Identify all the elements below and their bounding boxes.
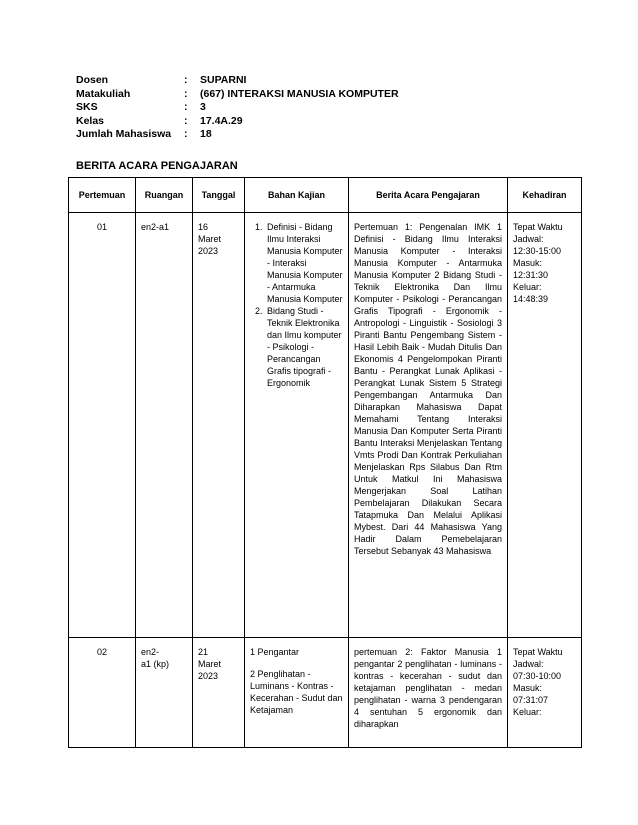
header-row-sks: [76, 101, 399, 115]
header-key: Dosen: [76, 74, 109, 86]
bahan-item: 2. Bidang Studi - Teknik Elektronika dan Ilmu komputer - Psikologi - Perancangan Grafis tipografi - Ergonomik: [265, 305, 343, 389]
bahan-list: [250, 221, 343, 389]
cell-ruangan: en2-a1: [136, 213, 193, 638]
column-header-tanggal: Tanggal: [193, 178, 245, 213]
table-row: [69, 213, 582, 638]
table-header-row: [69, 178, 582, 213]
date-month: Maret: [198, 659, 222, 669]
date-day: 21: [198, 647, 209, 657]
header-key: SKS: [76, 101, 98, 113]
table-row: [69, 638, 582, 748]
header-value: 17.4A.29: [200, 114, 243, 127]
bahan-item: 2 Penglihatan - Luminans - Kontras - Kecerahan - Sudut dan Ketajaman: [250, 669, 343, 715]
room-line: a1 (kp): [141, 659, 170, 669]
cell-berita-acara: Pertemuan 1: Pengenalan IMK 1 Definisi - Bidang Ilmu Interaksi Manusia Komputer - Interaksi Manusia Komputer - Antarmuka Manusia Komputer 2 Bidang Studi - Teknik Elektronika Dan Ilmu Komputer - Psikologi - Perancangan Grafis Tipografi - Ergonomik - Antropologi - Linguistik - Sosiologi 3 Piranti Bantu Pengembang Sistem - Hasil Lebih Baik - Mudah Ditulis Dan Ekonomis 4 Pengelompokan Piranti Bantu - Perangkat Lunak Aplikasi - Perangkat Lunak Sistem 5 Strategi Pengembangan Antarmuka Dan Diharapkan Mahasiswa Dapat Memahami Tentang Interaksi Manusia Dan Komputer Serta Piranti Bantu Interaksi Menjelaskan Tentang Vmts Prodi Dan Kontrak Perkuliahan Menjelaskan Rps Silabus Dan Rtm Untuk Matkul Ini Mahasiswa Mengerjakan Soal Latihan Pembelajaran Dilakukan Secara Tatapmuka Dan Melalui Aplikasi Mybest. Dari 44 Mahasiswa Yang Hadir Dalam Pemebelajaran Tersebut Sebanyak 43 Mahasiswa: [349, 213, 508, 638]
date-year: 2023: [198, 246, 219, 256]
check-in-value: 07:31:07: [513, 695, 549, 705]
cell-bahan-kajian: [245, 213, 349, 638]
teaching-record-table: [68, 177, 582, 748]
header-key: Matakuliah: [76, 87, 131, 100]
check-out-label: Keluar:: [513, 282, 542, 292]
cell-tanggal: [193, 213, 245, 638]
cell-tanggal: [193, 638, 245, 748]
header-value: 3: [200, 101, 206, 113]
cell-ruangan: [136, 638, 193, 748]
cell-bahan-kajian: [245, 638, 349, 748]
header-key: Jumlah Mahasiswa: [76, 128, 172, 140]
column-header-kehadiran: Kehadiran: [508, 178, 582, 213]
document-header: [76, 74, 399, 142]
header-colon: :: [184, 128, 188, 140]
check-out-value: 14:48:39: [513, 294, 549, 304]
column-header-berita-acara: Berita Acara Pengajaran: [349, 178, 508, 213]
check-in-label: Masuk:: [513, 683, 543, 693]
cell-kehadiran: [508, 213, 582, 638]
schedule-label: Jadwal:: [513, 659, 544, 669]
header-colon: :: [184, 101, 188, 113]
header-row-kelas: [76, 115, 399, 129]
attendance-status: Tepat Waktu: [513, 647, 563, 657]
schedule-value: 12:30-15:00: [513, 246, 562, 256]
header-colon: :: [184, 74, 188, 86]
date-year: 2023: [198, 671, 219, 681]
header-value: 18: [200, 128, 212, 140]
cell-pertemuan: 01: [69, 213, 136, 638]
room-line: en2-: [141, 647, 160, 657]
check-in-label: Masuk:: [513, 258, 543, 268]
check-out-label: Keluar:: [513, 707, 542, 717]
date-day: 16: [198, 222, 209, 232]
bahan-item: 1. Definisi - Bidang Ilmu Interaksi Manusia Komputer - Interaksi Manusia Komputer - Antarmuka Manusia Komputer: [265, 221, 343, 305]
date-month: Maret: [198, 234, 222, 244]
column-header-pertemuan: Pertemuan: [69, 178, 136, 213]
attendance-status: Tepat Waktu: [513, 222, 563, 232]
header-row-dosen: [76, 74, 399, 88]
header-row-matakuliah: [76, 88, 399, 102]
header-value: SUPARNI: [200, 74, 247, 86]
header-info-table: [76, 74, 399, 142]
section-title: BERITA ACARA PENGAJARAN: [76, 160, 238, 172]
schedule-value: 07:30-10:00: [513, 671, 562, 681]
check-in-value: 12:31:30: [513, 270, 549, 280]
column-header-bahan-kajian: Bahan Kajian: [245, 178, 349, 213]
schedule-label: Jadwal:: [513, 234, 544, 244]
cell-berita-acara: pertemuan 2: Faktor Manusia 1 pengantar 2 penglihatan - luminans - kontras - kecerahan - sudut dan ketajaman penglihatan - medan penglihatan - warna 3 pendengaran 4 sentuhan 5 ergonomik dan diharapkan: [349, 638, 508, 748]
column-header-ruangan: Ruangan: [136, 178, 193, 213]
header-colon: :: [184, 114, 188, 127]
header-row-jumlah-mahasiswa: [76, 128, 399, 142]
header-colon: :: [184, 87, 188, 100]
bahan-item: 1 Pengantar: [250, 647, 300, 657]
cell-pertemuan: 02: [69, 638, 136, 748]
cell-kehadiran: [508, 638, 582, 748]
header-key: Kelas: [76, 114, 105, 127]
header-value: (667) INTERAKSI MANUSIA KOMPUTER: [200, 87, 399, 100]
